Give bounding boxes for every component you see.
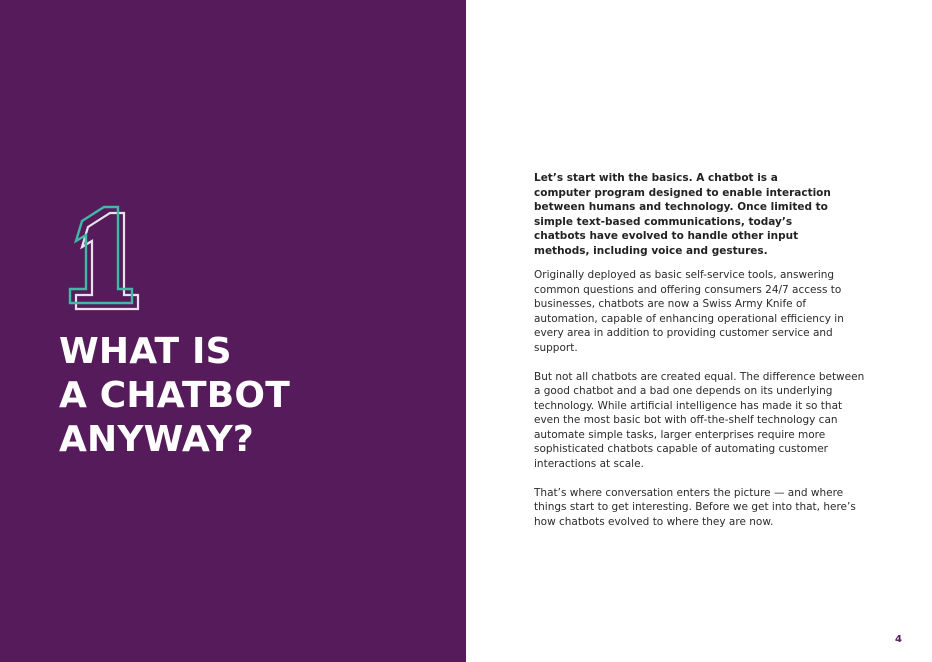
body-paragraph-2: But not all chatbots are created equal. The difference between a good chatbot and a bad one depends on its underlying technology. While artificial intelligence has made it so that even the most basic bot with off-the-shelf technology can automate simple tasks, larger enterprises require more sophisticated chatbots capable of automating customer interactions at scale. xyxy=(534,370,865,470)
page-number: 4 xyxy=(895,634,902,645)
chapter-title-line-1: WHAT IS xyxy=(59,331,232,372)
body-paragraph-1: Originally deployed as basic self-service tools, answering common questions and offering consumers 24/7 access to businesses, chatbots are now a Swiss Army Knife of automation, capable of enhancing operational efficiency in every area in addition to providing customer service and support. xyxy=(534,269,844,354)
content-panel xyxy=(466,0,932,662)
article-body xyxy=(534,171,866,544)
chapter-number-outline xyxy=(60,195,150,315)
chapter-number-text: 1 xyxy=(104,295,106,296)
chapter-title-line-2: A CHATBOT xyxy=(59,375,290,416)
body-paragraph-3: That’s where conversation enters the picture — and where things start to get interesting. Before we get into that, here’s how chatbots evolved to where they are now. xyxy=(534,486,856,528)
chapter-title-line-3: ANYWAY? xyxy=(59,419,254,460)
chapter-title xyxy=(59,330,290,462)
chapter-number-graphic xyxy=(60,195,150,315)
intro-paragraph: Let’s start with the basics. A chatbot is a computer program designed to enable interaction between humans and technology. Once limited to simple text-based communications, today’s chatbots have evolved to handle other input methods, including voice and gestures. xyxy=(534,172,831,257)
